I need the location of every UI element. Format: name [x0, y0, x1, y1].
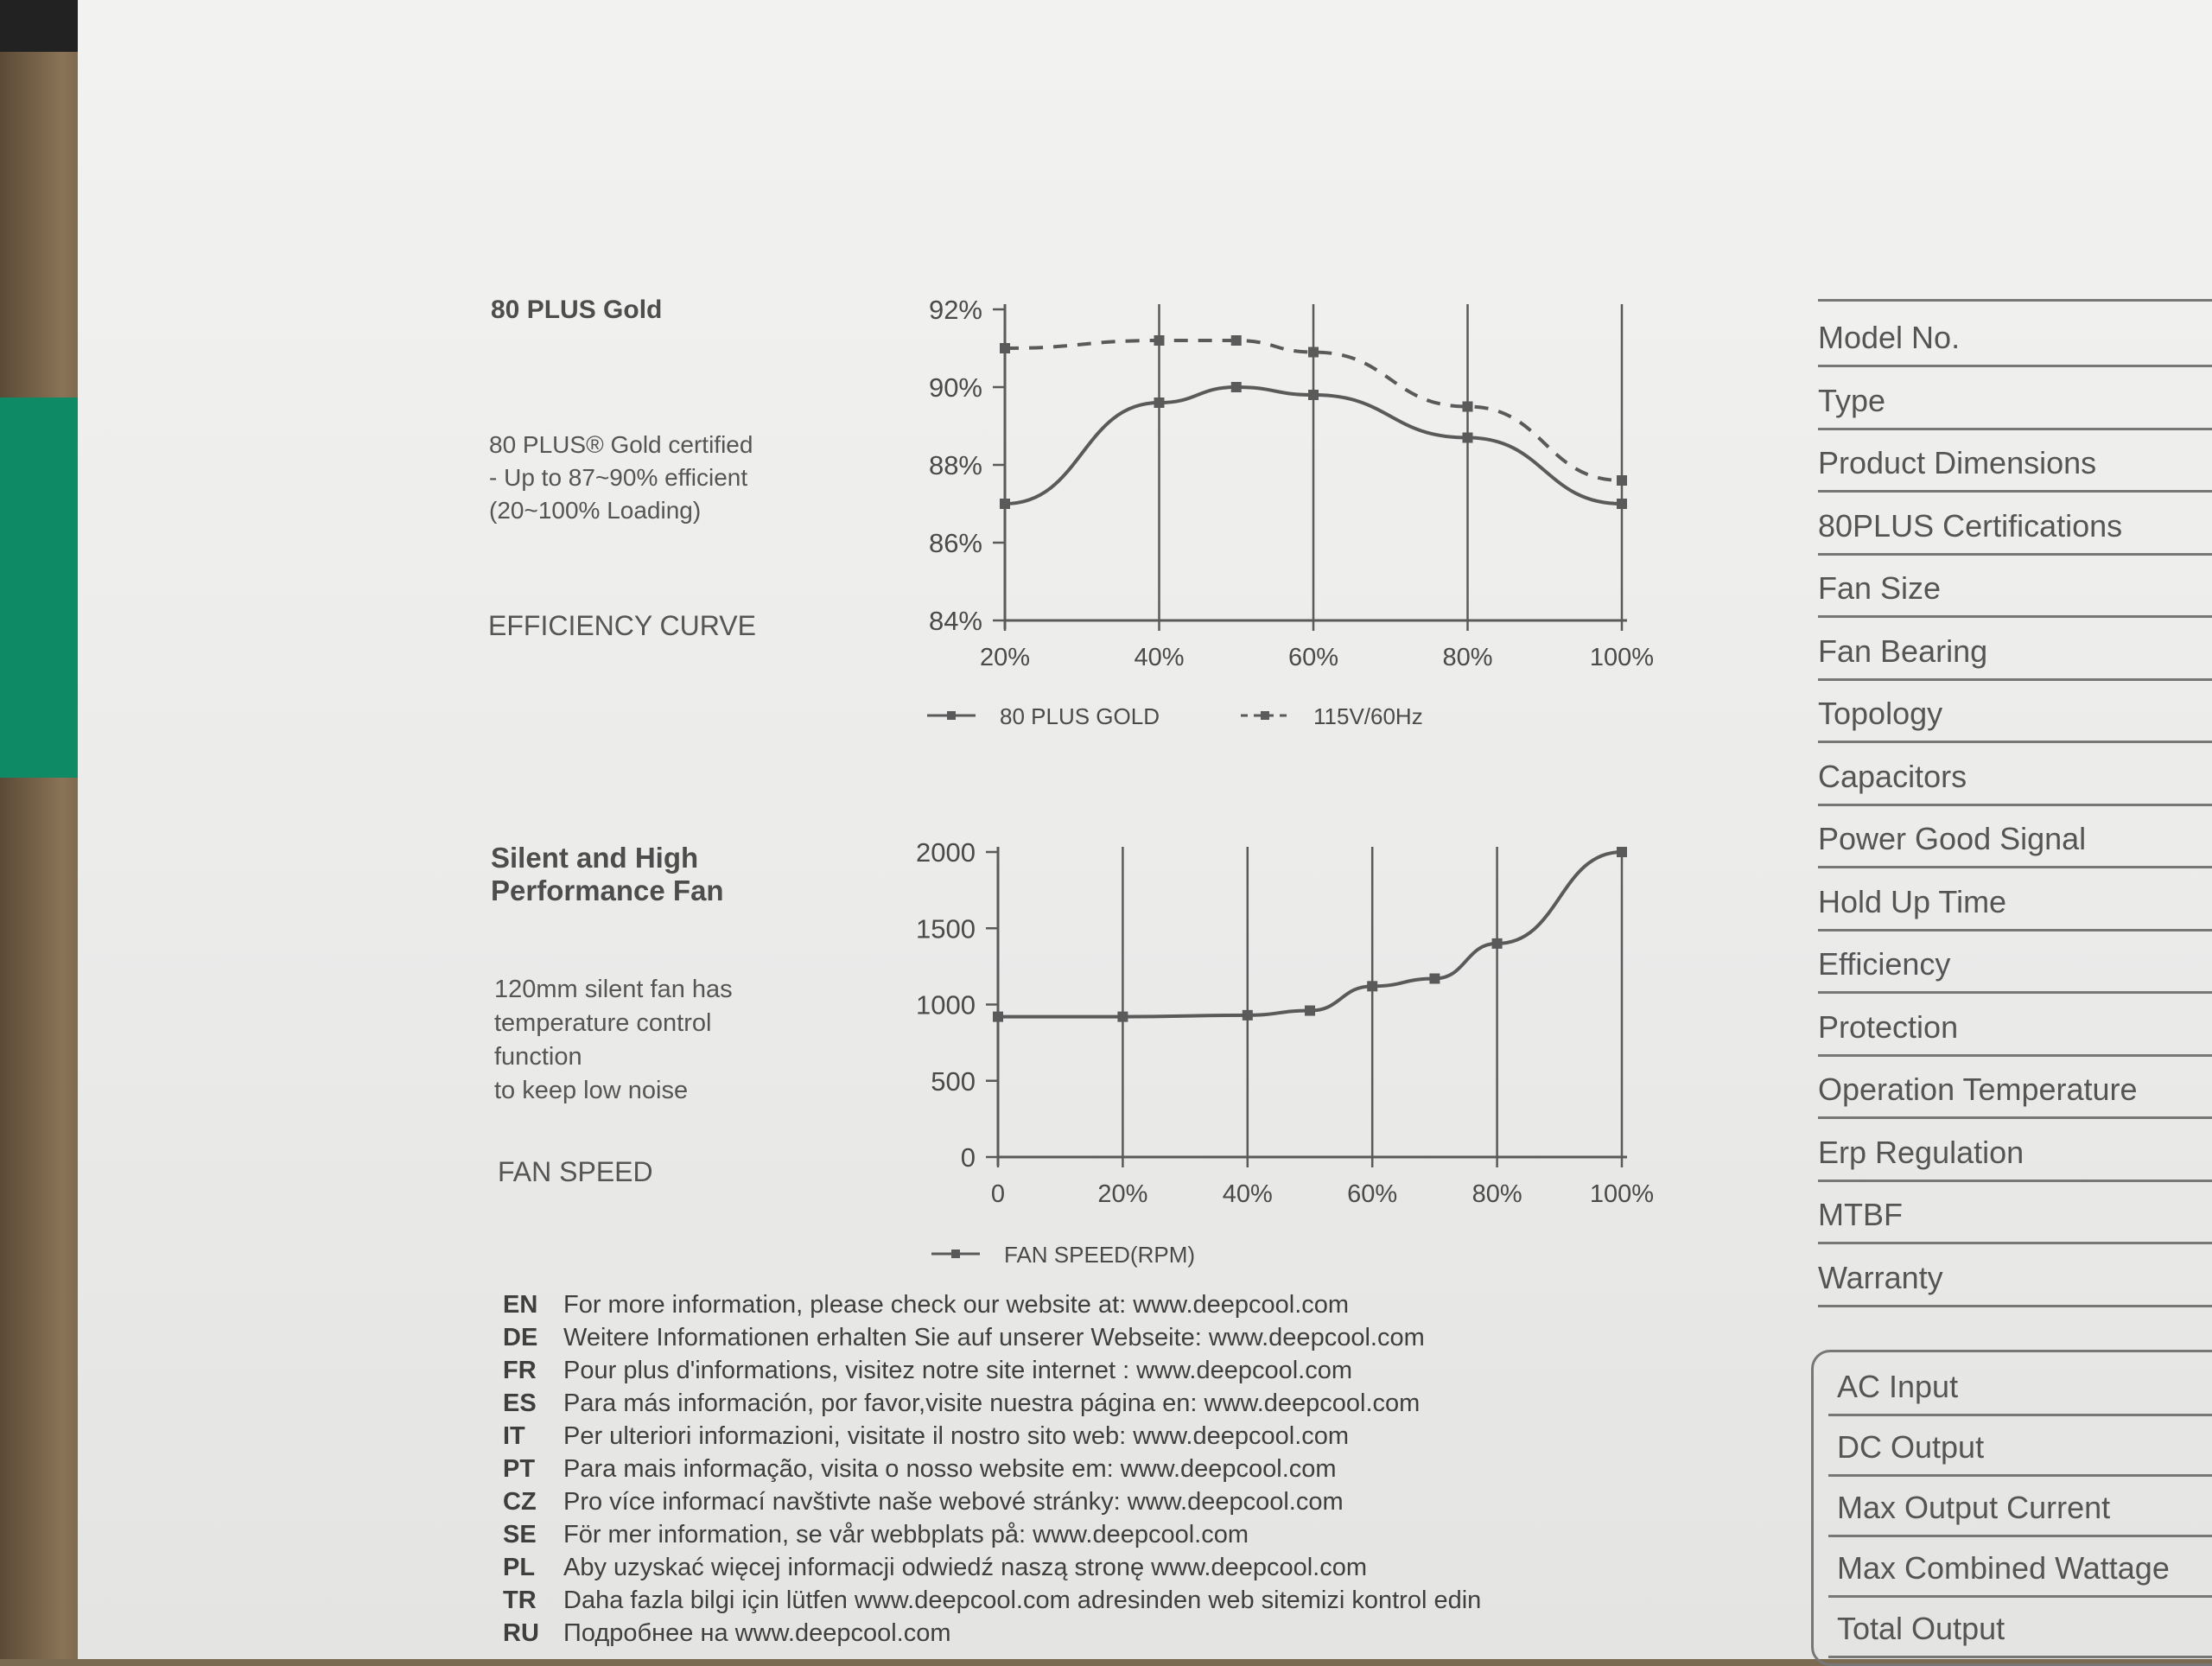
- spec-label: Fan Bearing: [1818, 633, 1988, 669]
- fan-x-tick-label: 0: [990, 1180, 1006, 1208]
- eff-data-point: [1000, 499, 1010, 509]
- spec-row: [1818, 743, 2212, 806]
- power-spec-label: Max Combined Wattage: [1837, 1550, 2170, 1586]
- power-spec-row: [1828, 1353, 2212, 1416]
- spec-label: Warranty: [1818, 1259, 1943, 1295]
- spec-label: Erp Regulation: [1818, 1134, 2024, 1170]
- eff-legend-marker: [1261, 711, 1269, 720]
- efficiency-grid: [1160, 304, 1623, 620]
- spec-label: Model No.: [1818, 320, 1961, 355]
- spec-row: [1818, 994, 2212, 1057]
- spec-label: Hold Up Time: [1818, 883, 2007, 919]
- language-text: Para más información, por favor,visite nuestra página en: www.deepcool.com: [563, 1389, 1421, 1417]
- fan-legend-label: FAN SPEED(RPM): [1004, 1242, 1196, 1268]
- eff-legend-label: 115V/60Hz: [1313, 703, 1423, 729]
- language-code: PT: [503, 1455, 536, 1483]
- fan-legend: [931, 1242, 1195, 1268]
- language-row-fr: [503, 1357, 1352, 1385]
- spec-label: Protection: [1818, 1008, 1959, 1045]
- eff-data-point: [1463, 433, 1473, 443]
- spec-row: [1818, 1056, 2212, 1119]
- fan-x-tick-label: 20%: [1097, 1180, 1148, 1208]
- power-spec-label: AC Input: [1837, 1369, 1959, 1404]
- fan-description: 120mm silent fan has temperature control function to keep low noise: [494, 976, 733, 1104]
- spec-row: [1818, 367, 2212, 430]
- eff-x-tick-label: 20%: [979, 644, 1031, 671]
- fan-data-point: [1305, 1006, 1315, 1016]
- power-spec-row: [1828, 1474, 2212, 1537]
- spec-row: [1818, 618, 2212, 681]
- eff-y-tick-label: 90%: [928, 372, 982, 403]
- fan-y-tick-label: 1500: [916, 913, 976, 944]
- eff-data-point: [1308, 390, 1319, 400]
- fan-ticks: [916, 837, 1654, 1208]
- language-text: Aby uzyskać więcej informacji odwiedź naszą stronę www.deepcool.com: [563, 1554, 1368, 1581]
- language-code: FR: [503, 1357, 537, 1384]
- spec-label: Capacitors: [1818, 758, 1967, 794]
- eff-data-point: [1231, 335, 1242, 346]
- fan-caption: FAN SPEED: [498, 1156, 653, 1187]
- fan-data-point: [1243, 1010, 1253, 1021]
- spec-row: [1818, 1119, 2212, 1182]
- fan-data-point: [1367, 981, 1377, 991]
- language-code: SE: [503, 1521, 537, 1548]
- spec-row: [1818, 429, 2212, 493]
- efficiency-legend: [927, 703, 1423, 729]
- language-text: Подробнее на www.deepcool.com: [563, 1619, 951, 1647]
- fan-x-tick-label: 60%: [1347, 1180, 1398, 1208]
- efficiency-title: 80 PLUS Gold: [491, 296, 663, 324]
- spec-row: [1818, 493, 2212, 556]
- spec-label: Type: [1818, 382, 1886, 418]
- language-text: Weitere Informationen erhalten Sie auf unserer Webseite: www.deepcool.com: [563, 1324, 1425, 1351]
- language-row-pl: [503, 1554, 1367, 1582]
- language-row-cz: [503, 1488, 1344, 1517]
- language-row-ru: [503, 1619, 951, 1648]
- language-code: IT: [503, 1422, 525, 1450]
- language-code: TR: [503, 1587, 537, 1614]
- fan-grid: [1122, 847, 1622, 1157]
- language-code: EN: [503, 1291, 538, 1319]
- language-row-tr: [503, 1587, 1481, 1615]
- spec-row: [1818, 680, 2212, 743]
- spec-label: MTBF: [1818, 1197, 1903, 1232]
- fan-y-tick-label: 2000: [916, 837, 976, 868]
- language-text: För mer information, se vår webbplats på: www.deepcool.com: [563, 1521, 1249, 1548]
- efficiency-ticks: [929, 295, 1654, 671]
- power-spec-label: Max Output Current: [1837, 1490, 2111, 1525]
- language-text: Para mais informação, visita o nosso website em: www.deepcool.com: [563, 1455, 1337, 1483]
- language-code: PL: [503, 1554, 536, 1581]
- language-row-es: [503, 1389, 1420, 1418]
- fan-x-tick-label: 40%: [1222, 1180, 1273, 1208]
- spec-row: [1818, 304, 2212, 367]
- eff-legend-marker: [947, 711, 956, 720]
- eff-data-point: [1154, 335, 1165, 346]
- language-text: Per ulteriori informazioni, visitate il nostro sito web: www.deepcool.com: [563, 1422, 1350, 1450]
- spec-row: [1818, 868, 2212, 932]
- eff-data-point: [1231, 382, 1242, 392]
- spec-row: [1818, 555, 2212, 618]
- power-spec-row: [1828, 1595, 2212, 1658]
- eff-y-tick-label: 86%: [928, 528, 982, 558]
- eff-x-tick-label: 80%: [1442, 644, 1493, 671]
- spec-label: Operation Temperature: [1818, 1071, 2138, 1107]
- power-spec-label: DC Output: [1837, 1429, 1985, 1465]
- fan-data-point: [1492, 938, 1503, 949]
- fan-y-tick-label: 1000: [916, 989, 976, 1021]
- fan-data-point: [1429, 973, 1440, 983]
- fan-title: Silent and High Performance Fan: [491, 842, 724, 906]
- spec-row: [1818, 931, 2212, 994]
- eff-x-tick-label: 60%: [1287, 644, 1339, 671]
- eff-data-point: [1617, 475, 1627, 486]
- spec-table-top-rule: [1818, 299, 2212, 302]
- spec-row: [1818, 1181, 2212, 1244]
- efficiency-caption: EFFICIENCY CURVE: [488, 610, 756, 641]
- language-code: CZ: [503, 1488, 537, 1516]
- fan-legend-marker: [951, 1250, 960, 1258]
- language-row-it: [503, 1422, 1349, 1451]
- language-text: Daha fazla bilgi için lütfen www.deepcool.com adresinden web sitemizi kontrol edin: [563, 1587, 1482, 1614]
- language-text: Pour plus d'informations, visitez notre site internet : www.deepcool.com: [563, 1357, 1353, 1384]
- language-text: Pro více informací navštivte naše webové stránky: www.deepcool.com: [563, 1488, 1344, 1516]
- spec-label: Topology: [1818, 696, 1943, 731]
- fan-data-point: [1117, 1012, 1128, 1022]
- language-row-de: [503, 1324, 1425, 1352]
- spec-row: [1818, 805, 2212, 868]
- fan-series: [993, 847, 1627, 1022]
- eff-y-tick-label: 84%: [928, 606, 982, 636]
- power-spec-row: [1828, 1414, 2212, 1477]
- fan-series-line-0: [998, 852, 1622, 1017]
- language-code: DE: [503, 1324, 538, 1351]
- eff-data-point: [1463, 402, 1473, 412]
- language-row-en: [503, 1291, 1349, 1319]
- eff-data-point: [1308, 347, 1319, 358]
- language-row-se: [503, 1521, 1249, 1549]
- fan-x-tick-label: 100%: [1589, 1180, 1655, 1208]
- power-spec-row: [1828, 1535, 2212, 1598]
- fan-y-tick-label: 0: [960, 1142, 976, 1173]
- language-row-pt: [503, 1455, 1337, 1484]
- eff-y-tick-label: 92%: [928, 295, 982, 325]
- spec-label: Fan Size: [1818, 570, 1942, 606]
- language-code: ES: [503, 1389, 537, 1417]
- efficiency-description: 80 PLUS® Gold certified - Up to 87~90% efficient (20~100% Loading): [489, 431, 753, 524]
- fan-data-point: [993, 1012, 1003, 1022]
- eff-data-point: [1154, 397, 1165, 408]
- spec-label: Efficiency: [1818, 946, 1951, 982]
- eff-y-tick-label: 88%: [928, 450, 982, 480]
- eff-data-point: [1000, 343, 1010, 353]
- eff-legend-label: 80 PLUS GOLD: [1000, 703, 1160, 729]
- spec-label: 80PLUS Certifications: [1818, 507, 2123, 544]
- language-code: RU: [503, 1619, 539, 1647]
- eff-x-tick-label: 100%: [1589, 644, 1655, 671]
- fan-data-point: [1617, 847, 1627, 857]
- power-spec-label: Total Output: [1837, 1611, 2005, 1646]
- eff-x-tick-label: 40%: [1134, 644, 1185, 671]
- language-text: For more information, please check our website at: www.deepcool.com: [563, 1291, 1350, 1319]
- spec-label: Product Dimensions: [1818, 445, 2097, 480]
- spec-row: [1818, 1244, 2212, 1307]
- fan-x-tick-label: 80%: [1471, 1180, 1522, 1208]
- spec-label: Power Good Signal: [1818, 821, 2087, 856]
- eff-data-point: [1617, 499, 1627, 509]
- fan-y-tick-label: 500: [931, 1065, 976, 1097]
